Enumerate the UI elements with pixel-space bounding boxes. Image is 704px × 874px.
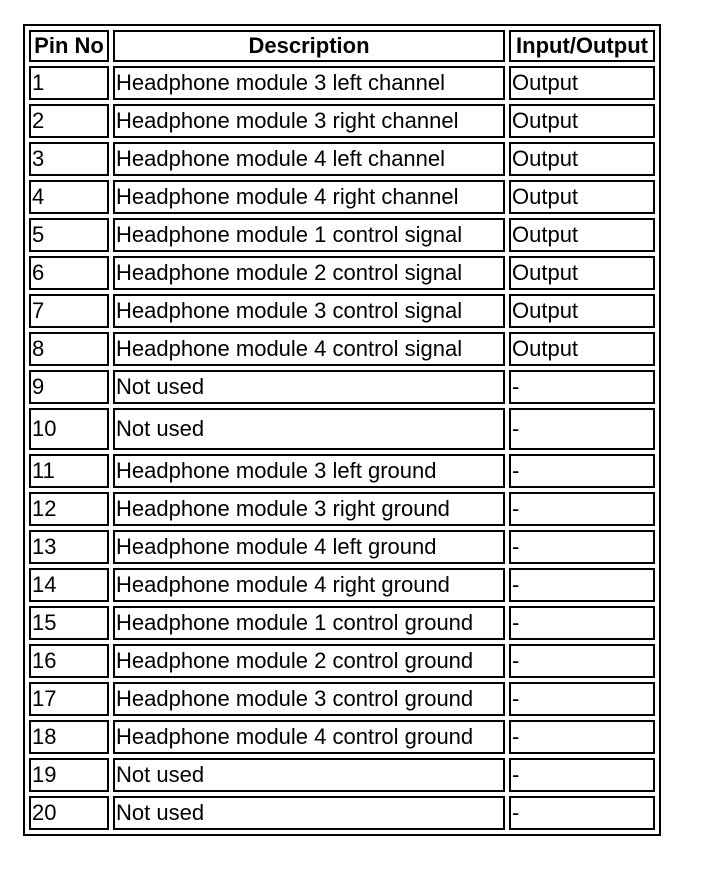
table-row xyxy=(29,142,655,176)
table-row xyxy=(29,180,655,214)
description-cell: Headphone module 1 control ground xyxy=(113,606,505,640)
description-cell: Not used xyxy=(113,370,505,404)
io-cell: Output xyxy=(509,256,655,290)
description-cell: Headphone module 4 left ground xyxy=(113,530,505,564)
description-cell: Not used xyxy=(113,796,505,830)
table-row xyxy=(29,66,655,100)
pin-cell: 18 xyxy=(29,720,109,754)
pin-cell: 12 xyxy=(29,492,109,526)
header-input-output: Input/Output xyxy=(509,30,655,62)
pin-cell: 16 xyxy=(29,644,109,678)
description-cell: Not used xyxy=(113,758,505,792)
table-row xyxy=(29,332,655,366)
description-cell: Headphone module 1 control signal xyxy=(113,218,505,252)
table-row xyxy=(29,606,655,640)
io-cell: Output xyxy=(509,218,655,252)
pin-table xyxy=(25,26,659,834)
pin-cell: 1 xyxy=(29,66,109,100)
pin-cell: 6 xyxy=(29,256,109,290)
pin-cell: 15 xyxy=(29,606,109,640)
pin-cell: 13 xyxy=(29,530,109,564)
io-cell: Output xyxy=(509,142,655,176)
pin-cell: 17 xyxy=(29,682,109,716)
pin-cell: 2 xyxy=(29,104,109,138)
io-cell: Output xyxy=(509,66,655,100)
description-cell: Headphone module 4 control signal xyxy=(113,332,505,366)
pin-cell: 8 xyxy=(29,332,109,366)
description-cell: Headphone module 3 control signal xyxy=(113,294,505,328)
io-cell: Output xyxy=(509,180,655,214)
io-cell: - xyxy=(509,682,655,716)
description-cell: Headphone module 3 left channel xyxy=(113,66,505,100)
pin-cell: 5 xyxy=(29,218,109,252)
table-row xyxy=(29,796,655,830)
pin-table-frame xyxy=(23,24,661,836)
description-cell: Headphone module 4 left channel xyxy=(113,142,505,176)
pin-cell: 11 xyxy=(29,454,109,488)
io-cell: - xyxy=(509,758,655,792)
table-row xyxy=(29,644,655,678)
io-cell: - xyxy=(509,454,655,488)
io-cell: Output xyxy=(509,104,655,138)
pin-cell: 7 xyxy=(29,294,109,328)
pin-cell: 4 xyxy=(29,180,109,214)
description-cell: Headphone module 3 right ground xyxy=(113,492,505,526)
table-row xyxy=(29,256,655,290)
table-row xyxy=(29,454,655,488)
io-cell: - xyxy=(509,796,655,830)
table-row xyxy=(29,408,655,450)
description-cell: Headphone module 2 control signal xyxy=(113,256,505,290)
table-row xyxy=(29,294,655,328)
table-row xyxy=(29,104,655,138)
io-cell: - xyxy=(509,530,655,564)
io-cell: - xyxy=(509,492,655,526)
header-row xyxy=(29,30,655,62)
pin-cell: 3 xyxy=(29,142,109,176)
description-cell: Not used xyxy=(113,408,505,450)
pin-cell: 14 xyxy=(29,568,109,602)
table-row xyxy=(29,370,655,404)
description-cell: Headphone module 3 left ground xyxy=(113,454,505,488)
description-cell: Headphone module 4 right ground xyxy=(113,568,505,602)
header-description: Description xyxy=(113,30,505,62)
table-row xyxy=(29,682,655,716)
description-cell: Headphone module 4 right channel xyxy=(113,180,505,214)
io-cell: Output xyxy=(509,332,655,366)
io-cell: - xyxy=(509,568,655,602)
description-cell: Headphone module 2 control ground xyxy=(113,644,505,678)
io-cell: - xyxy=(509,720,655,754)
description-cell: Headphone module 3 right channel xyxy=(113,104,505,138)
pin-cell: 10 xyxy=(29,408,109,450)
io-cell: - xyxy=(509,644,655,678)
table-row xyxy=(29,758,655,792)
pin-cell: 9 xyxy=(29,370,109,404)
description-cell: Headphone module 3 control ground xyxy=(113,682,505,716)
description-cell: Headphone module 4 control ground xyxy=(113,720,505,754)
io-cell: Output xyxy=(509,294,655,328)
table-row xyxy=(29,492,655,526)
io-cell: - xyxy=(509,606,655,640)
table-row xyxy=(29,530,655,564)
header-pin-no: Pin No xyxy=(29,30,109,62)
pin-cell: 19 xyxy=(29,758,109,792)
table-row xyxy=(29,218,655,252)
table-row xyxy=(29,568,655,602)
table-row xyxy=(29,720,655,754)
pin-cell: 20 xyxy=(29,796,109,830)
io-cell: - xyxy=(509,370,655,404)
io-cell: - xyxy=(509,408,655,450)
